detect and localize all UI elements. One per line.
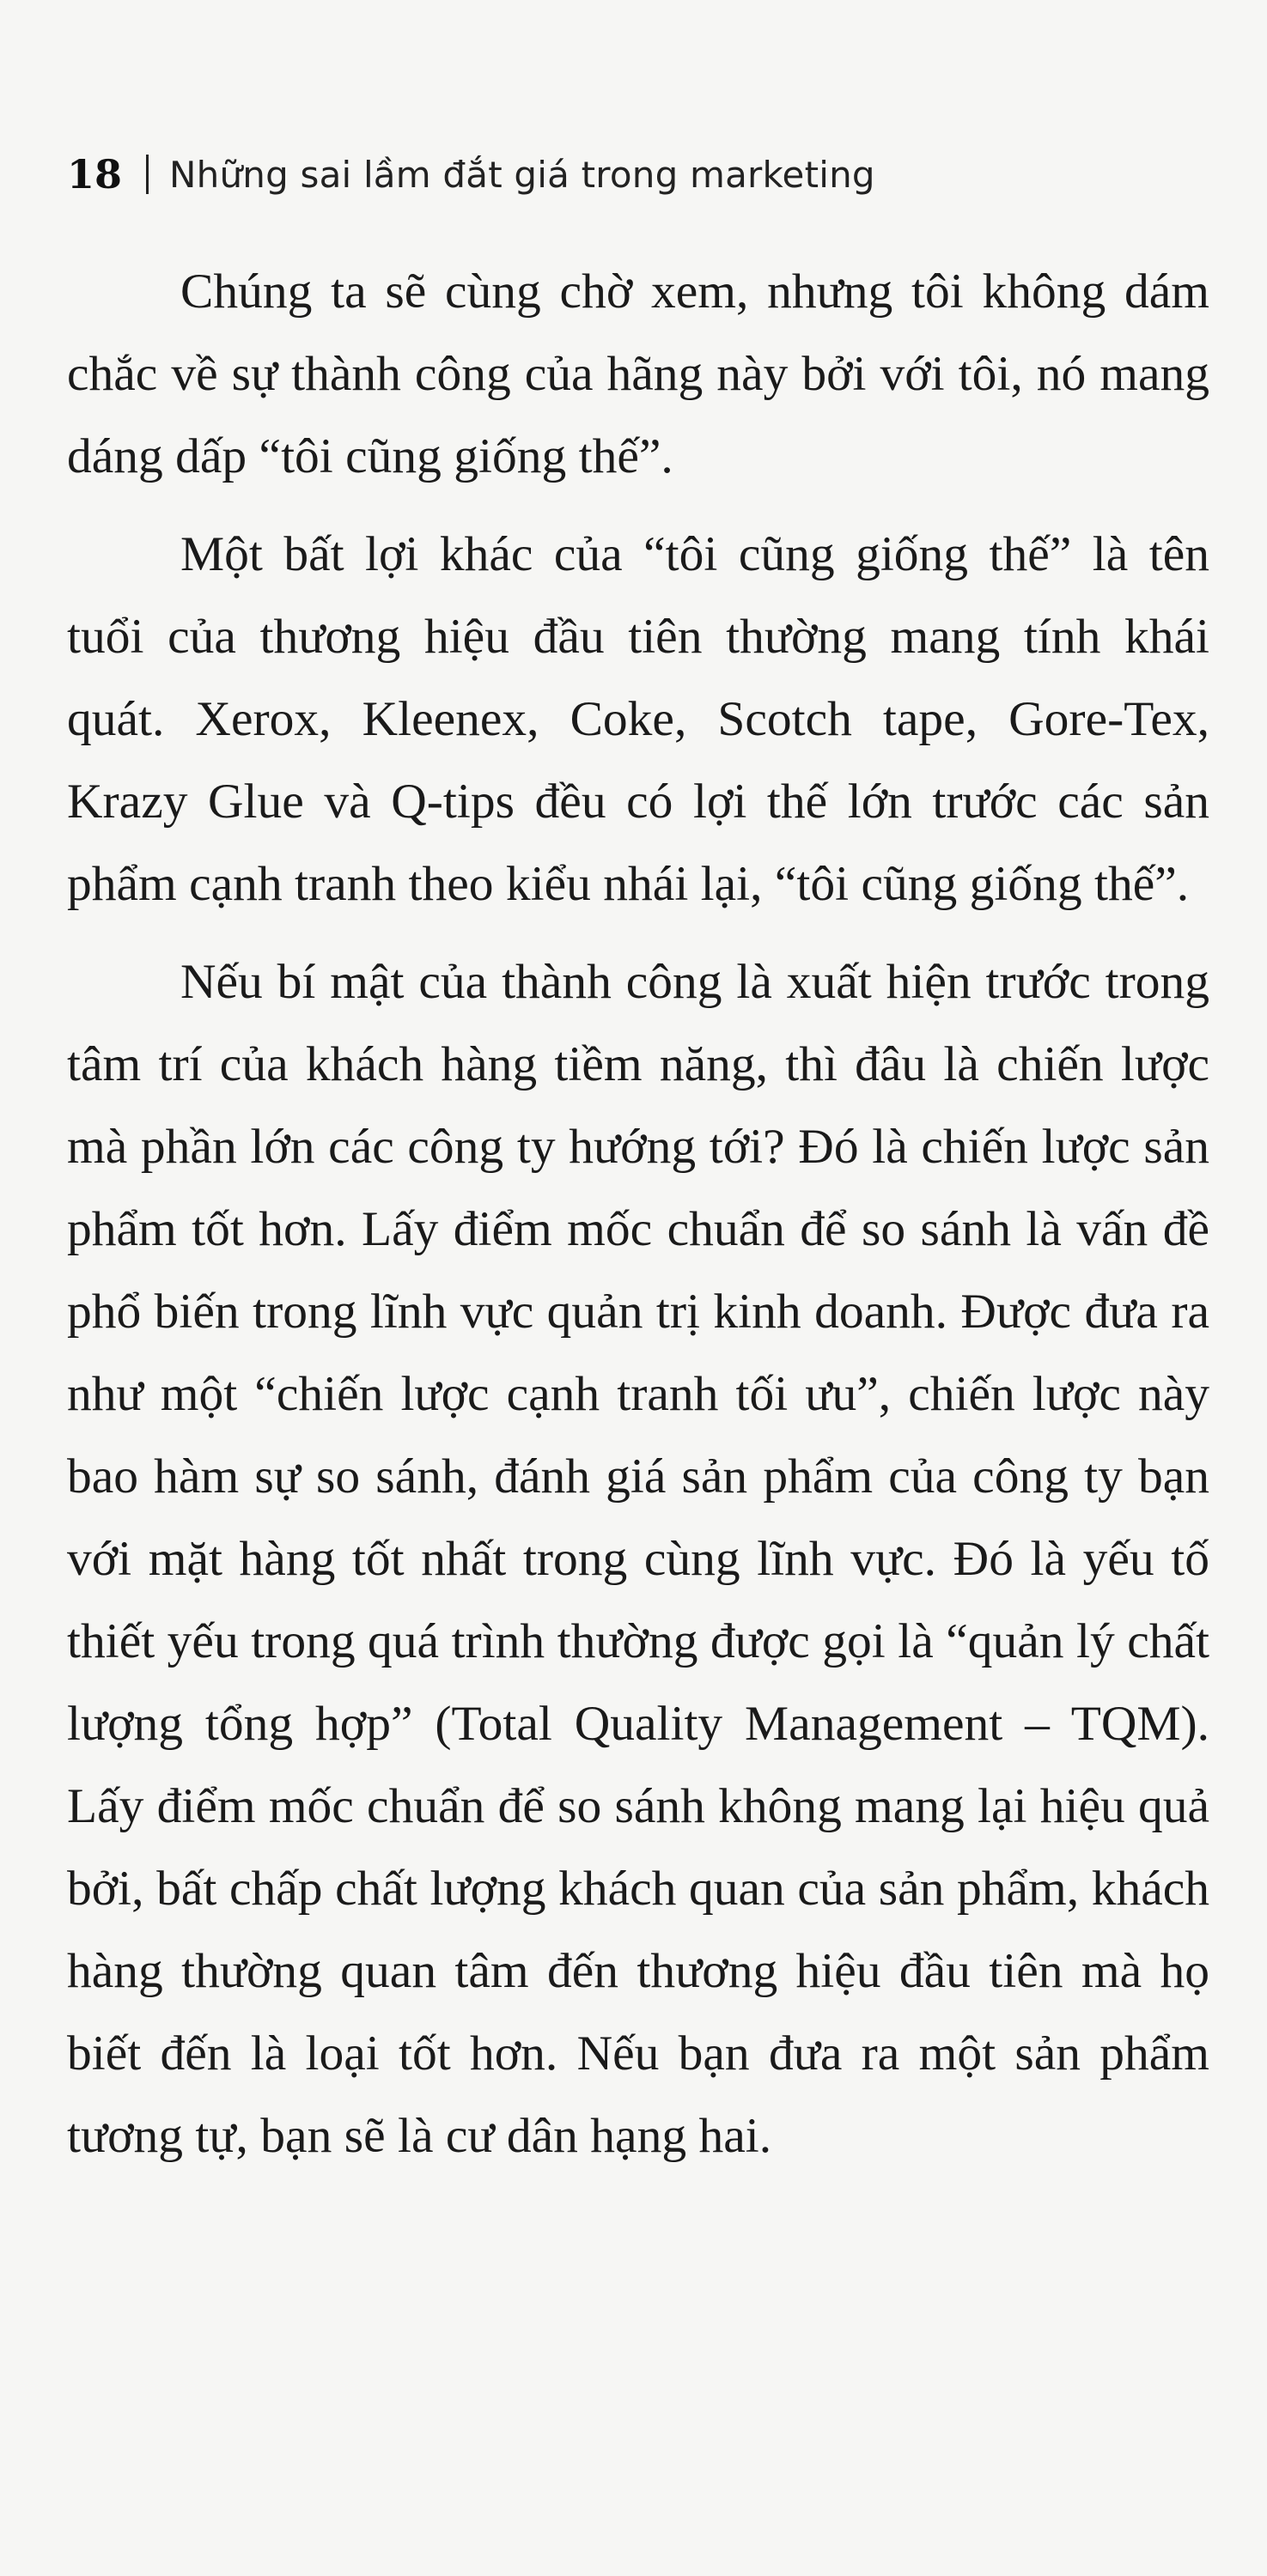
page-number: 18	[67, 151, 123, 197]
header-divider	[146, 155, 149, 194]
paragraph: Chúng ta sẽ cùng chờ xem, nhưng tôi không dám chắc về sự thành công của hãng này bởi với tôi, nó mang dáng dấp “tôi cũng giống thế”.	[67, 264, 1209, 483]
running-header	[67, 144, 875, 204]
book-title: Những sai lầm đắt giá trong marketing	[169, 153, 875, 196]
paragraph: Một bất lợi khác của “tôi cũng giống thế” là tên tuổi của thương hiệu đầu tiên thường mang tính khái quát. Xerox, Kleenex, Coke, Scotch tape, Gore-Tex, Krazy Glue và Q-tips đều có lợi thế lớn trước các sản phẩm cạnh tranh theo kiểu nhái lại, “tôi cũng giống thế”.	[67, 527, 1209, 911]
paragraph: Nếu bí mật của thành công là xuất hiện trước trong tâm trí của khách hàng tiềm năng, thì đâu là chiến lược mà phần lớn các công ty hướng tới? Đó là chiến lược sản phẩm tốt hơn. Lấy điểm mốc chuẩn để so sánh là vấn đề phổ biến trong lĩnh vực quản trị kinh doanh. Được đưa ra như một “chiến lược cạnh tranh tối ưu”, chiến lược này bao hàm sự so sánh, đánh giá sản phẩm của công ty bạn với mặt hàng tốt nhất trong cùng lĩnh vực. Đó là yếu tố thiết yếu trong quá trình thường được gọi là “quản lý chất lượng tổng hợp” (Total Quality Management – TQM). Lấy điểm mốc chuẩn để so sánh không mang lại hiệu quả bởi, bất chấp chất lượng khách quan của sản phẩm, khách hàng thường quan tâm đến thương hiệu đầu tiên mà họ biết đến là loại tốt hơn. Nếu bạn đưa ra một sản phẩm tương tự, bạn sẽ là cư dân hạng hai.	[67, 955, 1209, 2163]
body-text	[67, 251, 1209, 2193]
